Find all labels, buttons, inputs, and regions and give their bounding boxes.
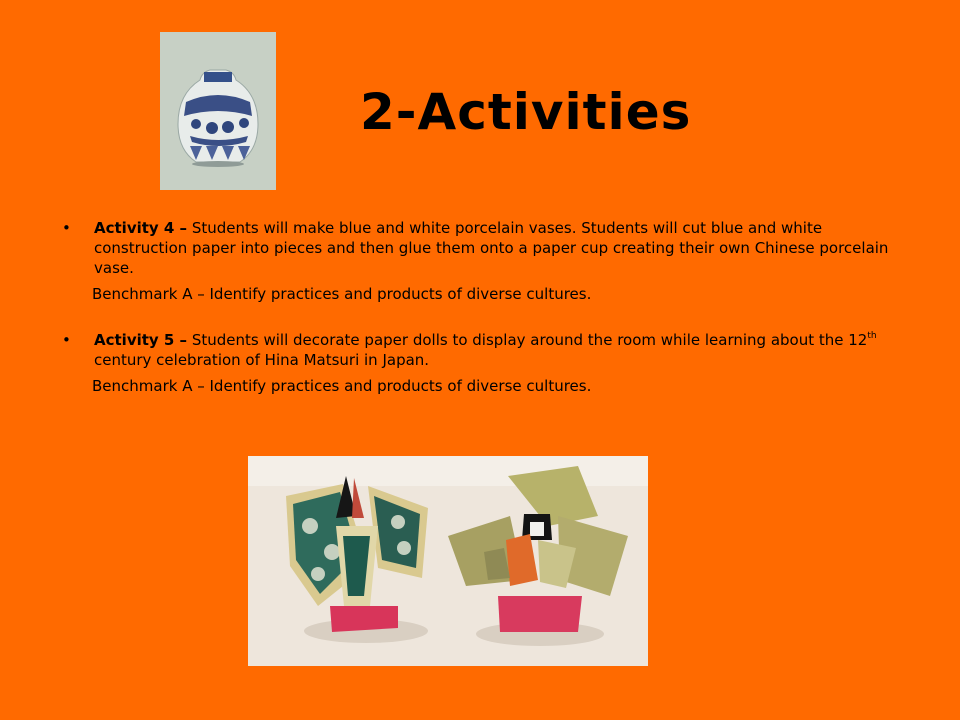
activity-list xyxy=(60,218,910,396)
origami-dolls-image xyxy=(248,456,648,666)
ordinal-suffix: th xyxy=(867,331,877,341)
bullet-marker: • xyxy=(62,219,71,237)
benchmark-text: Benchmark A – Identify practices and products of diverse cultures. xyxy=(92,285,592,303)
activity-description: Students will make blue and white porcelain vases. Students will cut blue and white construction paper into pieces and then glue them onto a paper cup creating their own Chinese porcelain vase. xyxy=(94,219,889,277)
porcelain-vase-image xyxy=(160,32,276,190)
slide-title: 2-Activities xyxy=(360,83,692,141)
benchmark-text: Benchmark A – Identify practices and products of diverse cultures. xyxy=(92,377,592,395)
activity-description-start: Students will decorate paper dolls to display around the room while learning about the 12 xyxy=(191,331,868,349)
activity-title: Activity 4 – xyxy=(94,219,188,237)
bullet-marker: • xyxy=(62,331,71,349)
activity-item-5 xyxy=(60,330,910,370)
activity-description-end: century celebration of Hina Matsuri in Japan. xyxy=(94,351,430,369)
activity-title: Activity 5 – xyxy=(94,331,188,349)
activity-item-4 xyxy=(60,218,910,278)
